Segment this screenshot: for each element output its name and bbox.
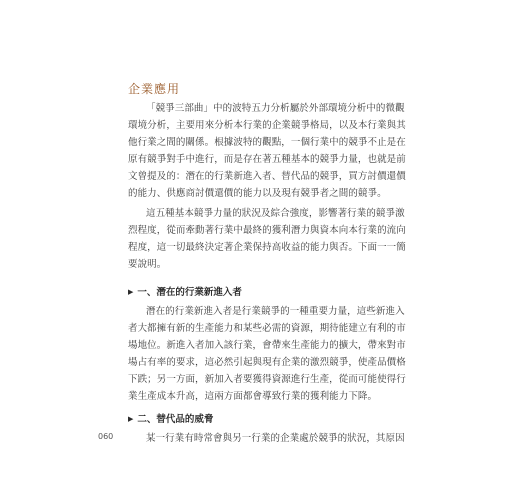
triangle-bullet-icon: ▶: [128, 414, 134, 423]
paragraph-line: 某一行業有時常會與另一行業的企業處於競爭的狀況，其原因: [146, 433, 405, 444]
paragraph-line: 文曾提及的：潛在的行業新進入者、替代品的競爭，買方討價還價: [128, 171, 406, 182]
subsection-heading-text: 二、替代品的威脅: [137, 414, 214, 425]
paragraph-line: 潛在的行業新進入者是行業競爭的一種重要力量，這些新進入: [146, 306, 405, 317]
paragraph-line: 原有競爭對手中進行，而是存在著五種基本的競爭力量，也就是前: [128, 154, 406, 165]
paragraph-line: 的能力、供應商討價還價的能力以及現有競爭者之間的競爭。: [128, 188, 387, 199]
subsection-heading-new-entrants: [128, 285, 242, 301]
paragraph-line: 下跌；另一方面，新加入者要獲得資源進行生產，從而可能使得行: [128, 374, 406, 385]
paragraph-line: 要說明。: [128, 259, 167, 270]
paragraph-line: 烈程度，從而牽動著行業中最終的獲利潛力與資本向本行業的流向: [128, 225, 406, 236]
paragraph-line: 者大都擁有新的生產能力和某些必需的資源，期待能建立有利的市: [128, 323, 406, 334]
page-number: 060: [98, 432, 114, 441]
section-title: 企業應用: [128, 82, 181, 96]
paragraph-line: 場地位。新進入者加入該行業，會帶來生產能力的擴大，帶來對市: [128, 340, 406, 351]
paragraph-line: 程度，這一切最終決定著企業保持高收益的能力與否。下面一一簡: [128, 242, 406, 253]
paragraph-line: 業生產成本升高，這兩方面都會導致行業的獲利能力下降。: [128, 391, 378, 402]
paragraph-line: 場占有率的要求，這必然引起與現有企業的激烈競爭，使產品價格: [128, 357, 406, 368]
subsection-heading-text: 一、潛在的行業新進入者: [137, 287, 242, 298]
triangle-bullet-icon: ▶: [128, 287, 134, 296]
subsection-heading-substitutes: [128, 412, 213, 428]
paragraph-line: 「競爭三部曲」中的波特五力分析屬於外部環境分析中的微觀: [146, 103, 405, 114]
paragraph-line: 他行業之間的關係。根據波特的觀點，一個行業中的競爭不止是在: [128, 137, 406, 148]
paragraph-line: 這五種基本競爭力量的狀況及綜合強度，影響著行業的競爭激: [146, 208, 405, 219]
paragraph-line: 環境分析，主要用來分析本行業的企業競爭格局，以及本行業與其: [128, 120, 406, 131]
